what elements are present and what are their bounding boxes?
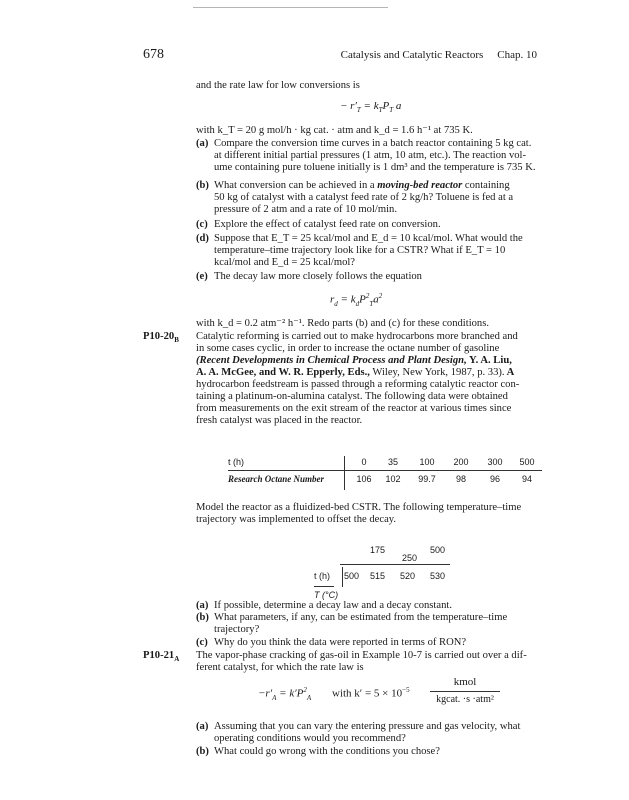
p10-21-line: ferent catalyst, for which the rate law is	[196, 662, 364, 673]
question-text: trajectory?	[214, 624, 260, 635]
part-d-line: Suppose that E_T = 25 kcal/mol and E_d = 10 kcal/mol. What would the	[214, 233, 523, 244]
intro-text: and the rate law for low conversions is	[196, 80, 360, 91]
part-e-label: (e)	[196, 271, 208, 282]
running-header	[341, 49, 537, 61]
problem-id-p10-21: $P10-21_A$	[143, 650, 180, 664]
question-label: (b)	[196, 746, 209, 757]
table-cell: 515	[370, 571, 386, 581]
question-label: (a)	[196, 721, 209, 732]
table-header-cell: t (h)	[314, 571, 331, 581]
running-title: Catalysis and Catalytic Reactors	[340, 49, 484, 61]
table-cell: 500	[344, 571, 360, 581]
table-divider	[344, 456, 345, 490]
part-a-line: at different initial partial pressures (1 atm, 10 atm, etc.). The reaction vol-	[214, 150, 527, 161]
p10-20-reference: (Recent Developments in Chemical Process and Plant Design, Y. A. Liu,	[196, 355, 512, 366]
p10-20-reference: A. A. McGee, and W. R. Epperly, Eds., Wiley, New York, 1987, p. 33). A	[196, 367, 515, 378]
page-number: 678	[143, 47, 164, 62]
part-b-line: 50 kg of catalyst with a catalyst feed rate of 2 kg/h? Toluene is fed at a	[214, 192, 514, 203]
table-cell: 175	[370, 545, 386, 555]
question-label: (c)	[196, 637, 208, 648]
part-b-line: pressure of 2 atm and a rate of 10 mol/min.	[214, 204, 397, 215]
constants-line: with k_T = 20 g mol/h · kg cat. · atm and k_d = 1.6 h⁻¹ at 735 K.	[196, 125, 473, 136]
p10-20-line: Catalytic reforming is carried out to make hydrocarbons more branched and	[196, 331, 518, 342]
table-cell: 96	[489, 474, 500, 484]
table-header-cell: T (°C)	[314, 590, 339, 600]
table-row	[228, 471, 542, 488]
decay-constant-line: with k_d = 0.2 atm⁻² h⁻¹. Redo parts (b) and (c) for these conditions.	[196, 318, 490, 329]
top-rule	[193, 7, 388, 8]
table-rule	[340, 564, 450, 565]
p10-20-line: in some cases cyclic, in order to increase the octane number of gasoline	[196, 343, 500, 354]
cracking-rate-equation: $-r'_A = k'P^2_A$	[258, 686, 312, 702]
question-text: What parameters, if any, can be estimated from the temperature–time	[214, 612, 508, 623]
unit-denominator: kgcat. ·s ·atm²	[436, 694, 494, 705]
octane-data-table	[228, 454, 542, 487]
question-label: (b)	[196, 612, 209, 623]
part-d-line: kcal/mol and E_d = 25 kcal/mol?	[214, 257, 356, 268]
part-a-label: (a)	[196, 138, 209, 149]
part-e-text: The decay law more closely follows the equation	[214, 271, 422, 282]
part-d-line: temperature–time trajectory look like for a CSTR? What if E_T = 10	[214, 245, 506, 256]
chapter-label: Chap. 10	[497, 49, 537, 61]
rate-constant: with $k' = 5 \times 10^{-5}$	[332, 686, 410, 700]
part-b-label: (b)	[196, 180, 209, 191]
table-cell: 300	[478, 454, 512, 471]
table-cell: 520	[400, 571, 416, 581]
p10-20-line: taining a platinum-on-alumina catalyst. The following data were obtained	[196, 391, 508, 402]
p10-20-line: hydrocarbon feedstream is passed through a reforming catalytic reactor con-	[196, 379, 520, 390]
table-rule	[314, 586, 334, 587]
p10-20-model-line: Model the reactor as a fluidized-bed CSTR. The following temperature–time	[196, 502, 522, 513]
table-cell: 98	[455, 474, 466, 484]
question-label: (a)	[196, 600, 209, 611]
table-header-cell: t (h)	[228, 454, 336, 471]
part-d-label: (d)	[196, 233, 209, 244]
part-b-line: What conversion can be achieved in a moving-bed reactor containing	[214, 180, 510, 191]
table-cell: 100	[410, 454, 444, 471]
table-row	[228, 454, 542, 471]
part-c-label: (c)	[196, 219, 208, 230]
part-c-text: Explore the effect of catalyst feed rate on conversion.	[214, 219, 441, 230]
table-cell: 35	[376, 454, 410, 471]
table-cell: 250	[402, 553, 418, 563]
table-cell: 500	[430, 545, 446, 555]
table-cell: 0	[352, 454, 376, 471]
table-header-cell: Research Octane Number	[228, 474, 324, 484]
table-cell: 102	[385, 474, 401, 484]
p10-20-line: from measurements on the exit stream of the reactor at various times since	[196, 403, 512, 414]
p10-21-line: The vapor-phase cracking of gas-oil in Example 10-7 is carried out over a dif-	[196, 650, 527, 661]
part-a-line: Compare the conversion time curves in a batch reactor containing 5 kg cat.	[214, 138, 532, 149]
question-text: If possible, determine a decay law and a decay constant.	[214, 600, 452, 611]
part-a-line: ume containing pure toluene initially is 1 dm³ and the temperature is 735 K.	[214, 162, 536, 173]
question-text: operating conditions would you recommend?	[214, 733, 406, 744]
question-text: Why do you think the data were reported in terms of RON?	[214, 637, 467, 648]
table-cell: 106	[356, 474, 372, 484]
unit-numerator: kmol	[453, 676, 477, 688]
table-cell: 200	[444, 454, 478, 471]
table-divider	[342, 567, 343, 587]
table-cell: 530	[430, 571, 446, 581]
question-text: Assuming that you can vary the entering pressure and gas velocity, what	[214, 721, 521, 732]
table-cell: 94	[521, 474, 532, 484]
fraction-bar	[430, 691, 500, 692]
table-cell: 500	[512, 454, 542, 471]
problem-id-p10-20: $P10-20_B$	[143, 331, 179, 345]
question-text: What could go wrong with the conditions you chose?	[214, 746, 440, 757]
p10-20-model-line: trajectory was implemented to offset the decay.	[196, 514, 397, 525]
table-cell: 99.7	[418, 474, 436, 484]
p10-20-line: fresh catalyst was placed in the reactor.	[196, 415, 363, 426]
rate-equation: − $r'_T = k_TP_T$ a	[340, 100, 402, 115]
decay-equation: $r_d = k_dP^2_Ta^2$	[330, 292, 383, 308]
